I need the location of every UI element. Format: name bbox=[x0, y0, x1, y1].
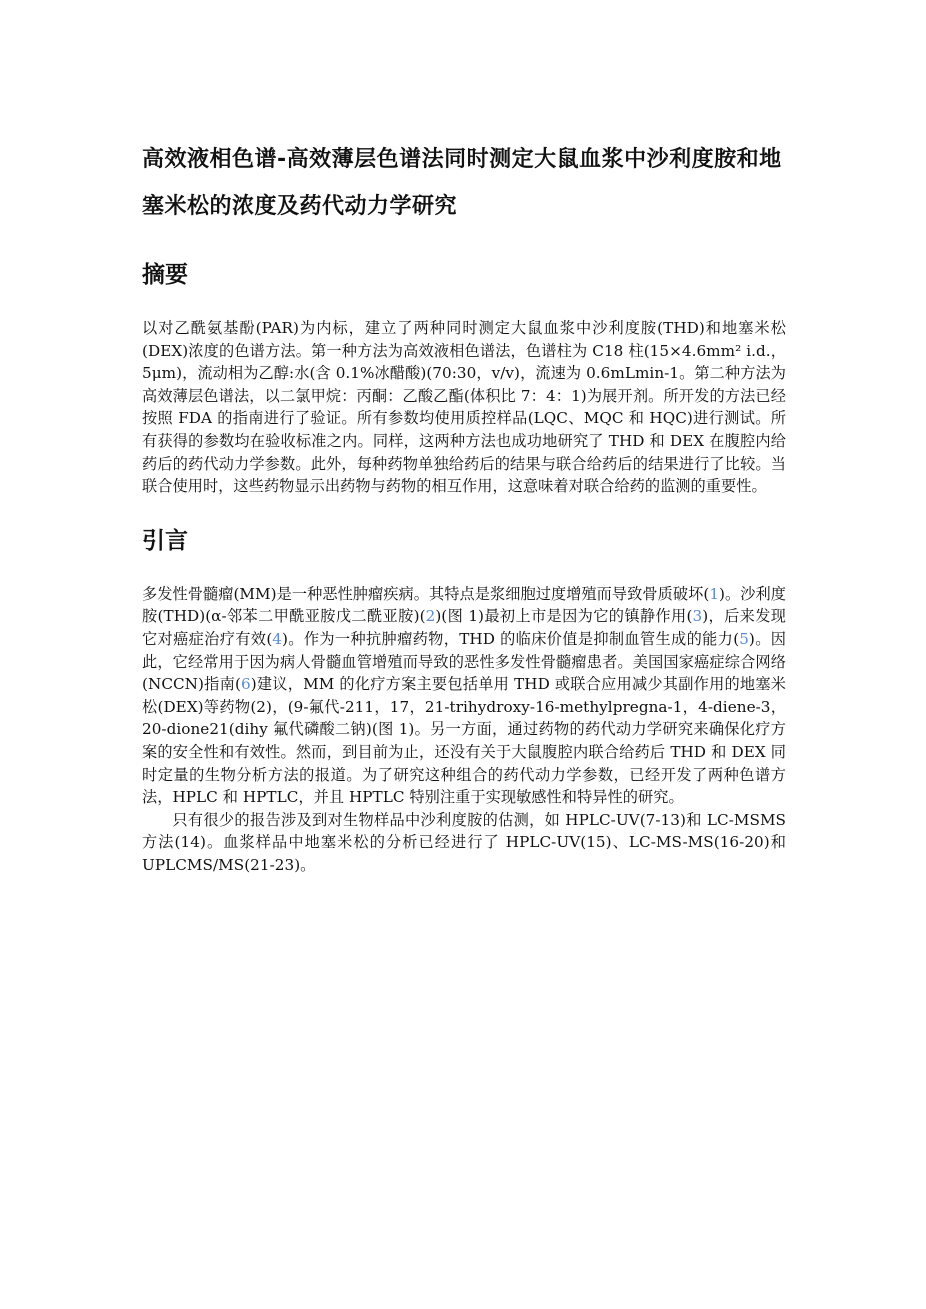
intro-text: )(图 1)最初上市是因为它的镇静作用( bbox=[435, 607, 693, 626]
paper-title: 高效液相色谱-高效薄层色谱法同时测定大鼠血浆中沙利度胺和地塞米松的浓度及药代动力学研究 bbox=[142, 147, 782, 219]
intro-text: )。作为一种抗肿瘤药物，THD 的临床价值是抑制血管生成的能力( bbox=[282, 629, 740, 648]
abstract-text: 以对乙酰氨基酚(PAR)为内标，建立了两种同时测定大鼠血浆中沙利度胺(THD)和地塞米松(DEX)浓度的色谱方法。第一种方法为高效液相色谱法，色谱柱为 C18 柱(15×4.6mm² i.d.，5μm)，流动相为乙醇:水(含 0.1%冰醋酸)(70:30，v/v)，流速为 0.6mLmin-1。第二种方法为高效薄层色谱法，以二氯甲烷：丙酮：乙酸乙酯(体积比 7：4：1)为展开剂。所开发的方法已经按照 FDA 的指南进行了验证。所有参数均使用质控样品(LQC、MQC 和 HQC)进行测试。所有获得的参数均在验收标准之内。同样，这两种方法也成功地研究了 THD 和 DEX 在腹腔内给药后的药代动力学参数。此外，每种药物单独给药后的结果与联合给药后的结果进行了比较。当联合使用时，这些药物显示出药物与药物的相互作用，这意味着对联合给药的监测的重要性。 bbox=[142, 319, 786, 496]
introduction-paragraph-1 bbox=[142, 583, 786, 809]
reference-link-4[interactable]: 4 bbox=[272, 629, 283, 648]
reference-link-2[interactable]: 2 bbox=[425, 607, 436, 626]
introduction-paragraph-2: 只有很少的报告涉及到对生物样品中沙利度胺的估测，如 HPLC-UV(7-13)和 LC-MSMS 方法(14)。血浆样品中地塞米松的分析已经进行了 HPLC-UV(15)、LC-MS-MS(16-20)和 UPLCMS/MS(21-23)。 bbox=[142, 810, 786, 874]
abstract-heading: 摘要 bbox=[142, 262, 188, 288]
reference-link-3[interactable]: 3 bbox=[692, 607, 703, 626]
intro-text: )建议，MM 的化疗方案主要包括单用 THD 或联合应用减少其副作用的地塞米松(DEX)等药物(2)，(9-氟代-211，17，21-trihydroxy-16-methylpregna-1，4-diene-3，20-dione21(dihy 氟代磷酸二钠)(图 1)。另一方面，通过药物的药代动力学研究来确保化疗方案的安全性和有效性。然而，到目前为止，还没有关于大鼠腹腔内联合给药后 THD 和 DEX 同时定量的生物分析方法的报道。为了研究这种组合的药代动力学参数，已经开发了两种色谱方法，HPLC 和 HPTLC，并且 HPTLC 特别注重于实现敏感性和特异性的研究。 bbox=[142, 675, 787, 807]
introduction-heading: 引言 bbox=[142, 527, 188, 554]
reference-link-1[interactable]: 1 bbox=[709, 584, 720, 603]
intro-text: 多发性骨髓瘤(MM)是一种恶性肿瘤疾病。其特点是浆细胞过度增殖而导致骨质破坏( bbox=[142, 584, 710, 603]
reference-link-6[interactable]: 6 bbox=[240, 675, 251, 694]
intro-text: )。沙利度胺(THD)(α-邻苯二甲酰亚胺戊二酰亚胺)( bbox=[142, 584, 786, 626]
reference-link-5[interactable]: 5 bbox=[739, 629, 749, 648]
intro-text: )，后来发现它对癌症治疗有效( bbox=[142, 607, 786, 648]
intro-text: )。因此，它经常用于因为病人骨髓血管增殖而导致的恶性多发性骨髓瘤患者。美国国家癌症综合网络(NCCN)指南( bbox=[142, 629, 786, 694]
